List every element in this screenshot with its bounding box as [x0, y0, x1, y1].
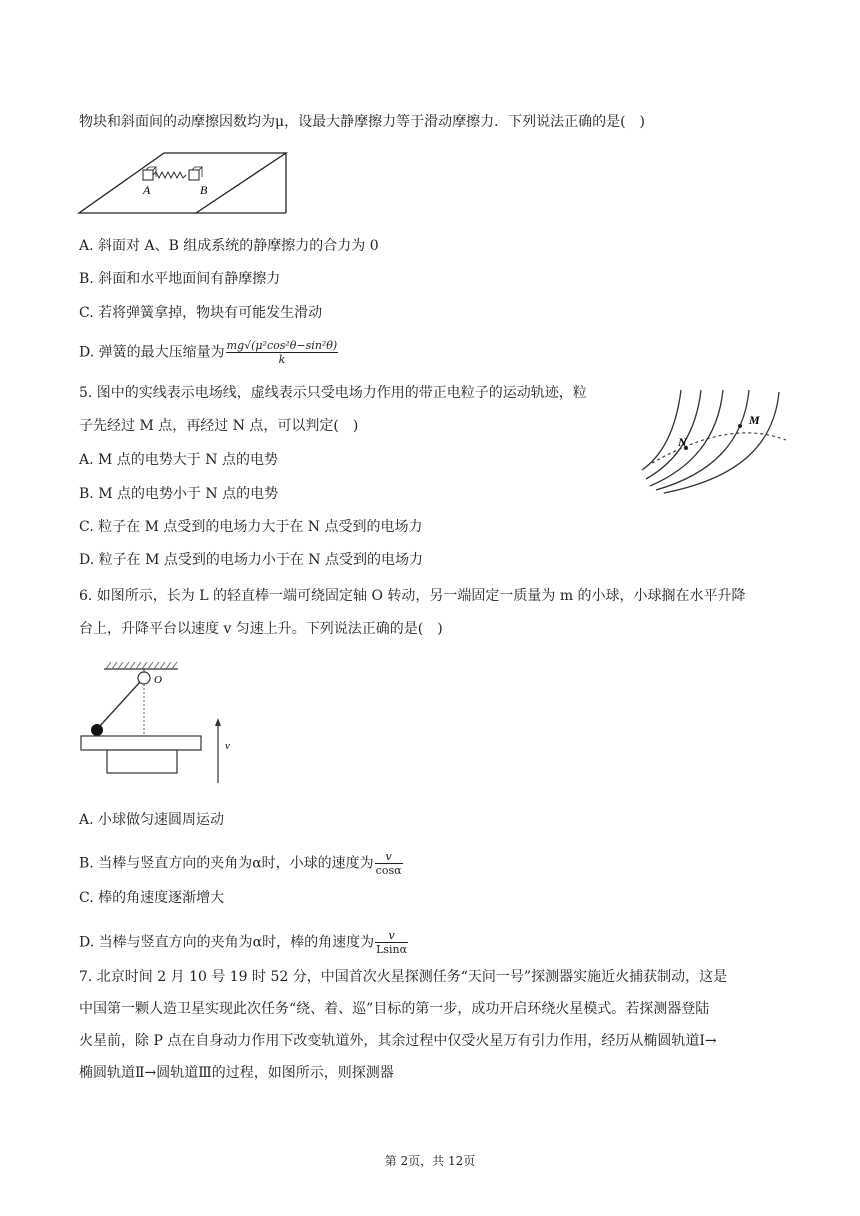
- q5-stem-line-1: 5. 图中的实线表示电场线，虚线表示只受电场力作用的带正电粒子的运动轨迹，粒: [79, 385, 587, 401]
- q6-stem-line-1: 6. 如图所示，长为 L 的轻直棒一端可绕固定轴 O 转动，另一端固定一质量为 m 的小球，小球搁在水平升降: [79, 588, 746, 604]
- q6-option-a: A. 小球做匀速圆周运动: [79, 812, 225, 828]
- rod-platform-figure: [76, 656, 246, 788]
- q6-option-d: [79, 929, 408, 956]
- q5-option-d: D. 粒子在 M 点受到的电场力小于在 N 点受到的电场力: [79, 552, 424, 568]
- label-b: B: [200, 183, 208, 197]
- q6-option-d-text: D. 当棒与竖直方向的夹角为α时，棒的角速度为: [79, 934, 375, 951]
- q6-option-b-fraction: [375, 850, 403, 877]
- electric-field-figure: [636, 386, 788, 494]
- q6-option-c: C. 棒的角速度逐渐增大: [79, 890, 225, 906]
- label-o: O: [154, 674, 162, 686]
- q6-option-d-fraction: [375, 929, 408, 956]
- label-n: N: [678, 435, 687, 449]
- q6-stem-line-2: 台上，升降平台以速度 v 匀速上升。下列说法正确的是( ): [79, 621, 443, 637]
- q5-option-a: A. M 点的电势大于 N 点的电势: [79, 452, 278, 468]
- page-footer: 第 2页，共 12页: [384, 1154, 476, 1168]
- q6-option-d-numerator: v: [375, 929, 408, 943]
- incline-figure: [76, 145, 296, 217]
- q7-stem-line-4: 椭圆轨道Ⅱ→圆轨道Ⅲ的过程，如图所示，则探测器: [79, 1065, 394, 1081]
- q6-option-d-denominator: Lsinα: [376, 943, 408, 956]
- q4-option-d-text: D. 弹簧的最大压缩量为: [79, 344, 225, 361]
- q4-intro: 物块和斜面间的动摩擦因数均为μ，设最大静摩擦力等于滑动摩擦力．下列说法正确的是( ): [79, 114, 646, 130]
- label-v: v: [225, 740, 230, 752]
- label-m: M: [749, 413, 760, 427]
- q5-option-c: C. 粒子在 M 点受到的电场力大于在 N 点受到的电场力: [79, 519, 423, 535]
- q6-option-b-numerator: v: [375, 850, 403, 864]
- q4-option-a: A. 斜面对 A、B 组成系统的静摩擦力的合力为 0: [79, 238, 379, 254]
- q7-stem-line-2: 中国第一颗人造卫星实现此次任务“绕、着、巡”目标的第一步，成功开启环绕火星模式。若探测器登陆: [79, 1001, 710, 1017]
- label-a: A: [143, 183, 151, 197]
- q6-option-b-text: B. 当棒与竖直方向的夹角为α时，小球的速度为: [79, 855, 374, 872]
- block-b: [189, 167, 202, 180]
- q4-option-d-fraction: [226, 339, 339, 366]
- q5-stem-line-2: 子先经过 M 点，再经过 N 点，可以判定( ): [79, 418, 359, 434]
- q7-stem-line-1: 7. 北京时间 2 月 10 号 19 时 52 分，中国首次火星探测任务“天问一号”探测器实施近火捕获制动，这是: [79, 969, 728, 985]
- q4-option-d-numerator: mg√(μ²cos²θ−sin²θ): [226, 339, 338, 352]
- q7-stem-line-3: 火星前，除 P 点在自身动力作用下改变轨道外，其余过程中仅受火星万有引力作用，经历从椭圆轨道Ⅰ→: [79, 1033, 717, 1049]
- q4-option-c: C. 若将弹簧拿掉，物块有可能发生滑动: [79, 305, 323, 321]
- q6-option-b: [79, 850, 403, 877]
- q4-option-d: [79, 339, 338, 366]
- spring: [153, 172, 186, 178]
- q5-option-b: B. M 点的电势小于 N 点的电势: [79, 486, 279, 502]
- q6-option-b-denominator: cosα: [375, 864, 402, 877]
- q4-option-d-denominator: k: [278, 353, 286, 366]
- q4-option-b: B. 斜面和水平地面间有静摩擦力: [79, 271, 281, 287]
